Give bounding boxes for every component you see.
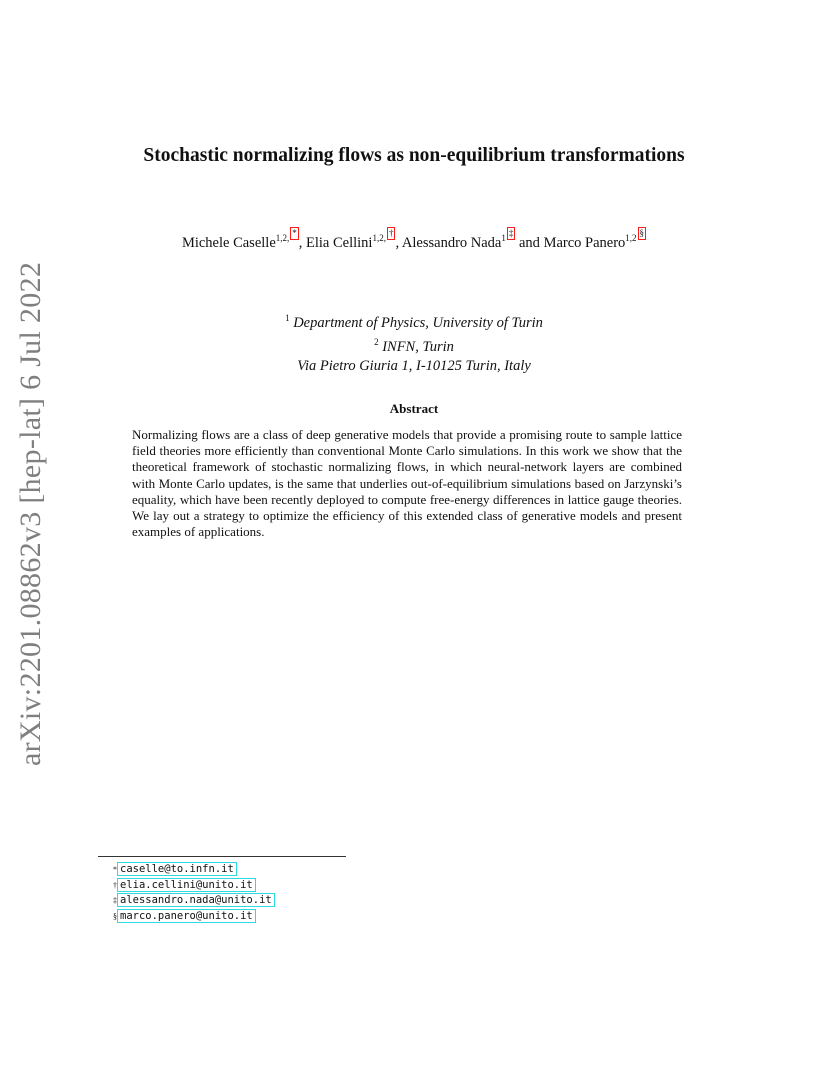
affiliation-1 <box>0 309 828 333</box>
author-separator: , <box>395 234 402 251</box>
email-link[interactable]: alessandro.nada@unito.it <box>117 893 275 907</box>
footnote-mark: * <box>113 865 117 874</box>
address: Via Pietro Giuria 1, I-10125 Turin, Italy <box>297 357 531 374</box>
affiliation-number: 2 <box>374 336 379 347</box>
affiliation-text: Department of Physics, University of Turin <box>293 314 543 331</box>
affiliation-index: 1,2 <box>372 233 384 243</box>
email-link[interactable]: caselle@to.infn.it <box>117 862 237 876</box>
footnote-mark: † <box>113 880 117 890</box>
affiliation-index: 1,2 <box>275 233 287 243</box>
author-separator-comma: , <box>383 233 386 243</box>
affiliation-2 <box>0 333 828 357</box>
footnote-link[interactable]: † <box>388 228 394 239</box>
author-separator: and <box>515 234 544 251</box>
author-separator: , <box>298 234 306 251</box>
footnote <box>113 862 275 878</box>
footnote-mark: § <box>113 911 117 921</box>
footnote <box>113 909 275 925</box>
affiliations <box>0 309 828 376</box>
paper-title: Stochastic normalizing flows as non-equilibrium transformations <box>143 145 685 166</box>
author-name: Marco Panero <box>543 234 626 251</box>
affiliation-text: INFN, Turin <box>382 338 454 355</box>
footnote-link[interactable]: * <box>292 228 297 239</box>
abstract-text: Normalizing flows are a class of deep generative models that provide a promising route to sample lattice field theories more efficiently than conventional Monte Carlo simulations. In this work we show that the theoretical framework of stochastic normalizing flows, in which neural-network layers are combined with Monte Carlo updates, is the same that underlies out-of-equilibrium simulations based on Jarzynski’s equality, which have been recently deployed to compute free-energy differences in lattice gauge theories. We lay out a strategy to optimize the efficiency of this extended class of generative models and present examples of applications. <box>132 427 682 540</box>
author-name: Elia Cellini <box>306 234 373 251</box>
footnote-mark: ‡ <box>113 896 117 905</box>
footnotes <box>113 862 275 924</box>
footnote-divider <box>98 856 346 857</box>
footnote <box>113 893 275 909</box>
footnote <box>113 878 275 894</box>
footnote-link[interactable]: ‡ <box>508 228 514 239</box>
email-link[interactable]: elia.cellini@unito.it <box>117 878 256 892</box>
affiliation-index: 1 <box>501 233 506 243</box>
author-name: Alessandro Nada <box>401 234 502 251</box>
abstract-heading: Abstract <box>389 401 439 416</box>
email-link[interactable]: marco.panero@unito.it <box>117 909 256 923</box>
arxiv-identifier-stamp[interactable]: arXiv:2201.08862v3 [hep-lat] 6 Jul 2022 <box>14 261 47 766</box>
affiliation-number: 1 <box>285 313 290 323</box>
author-list <box>0 228 828 252</box>
author-separator-comma: , <box>287 233 290 243</box>
affiliation-index: 1,2 <box>625 233 637 243</box>
author-name: Michele Caselle <box>181 234 276 251</box>
footnote-link[interactable]: § <box>639 228 645 239</box>
